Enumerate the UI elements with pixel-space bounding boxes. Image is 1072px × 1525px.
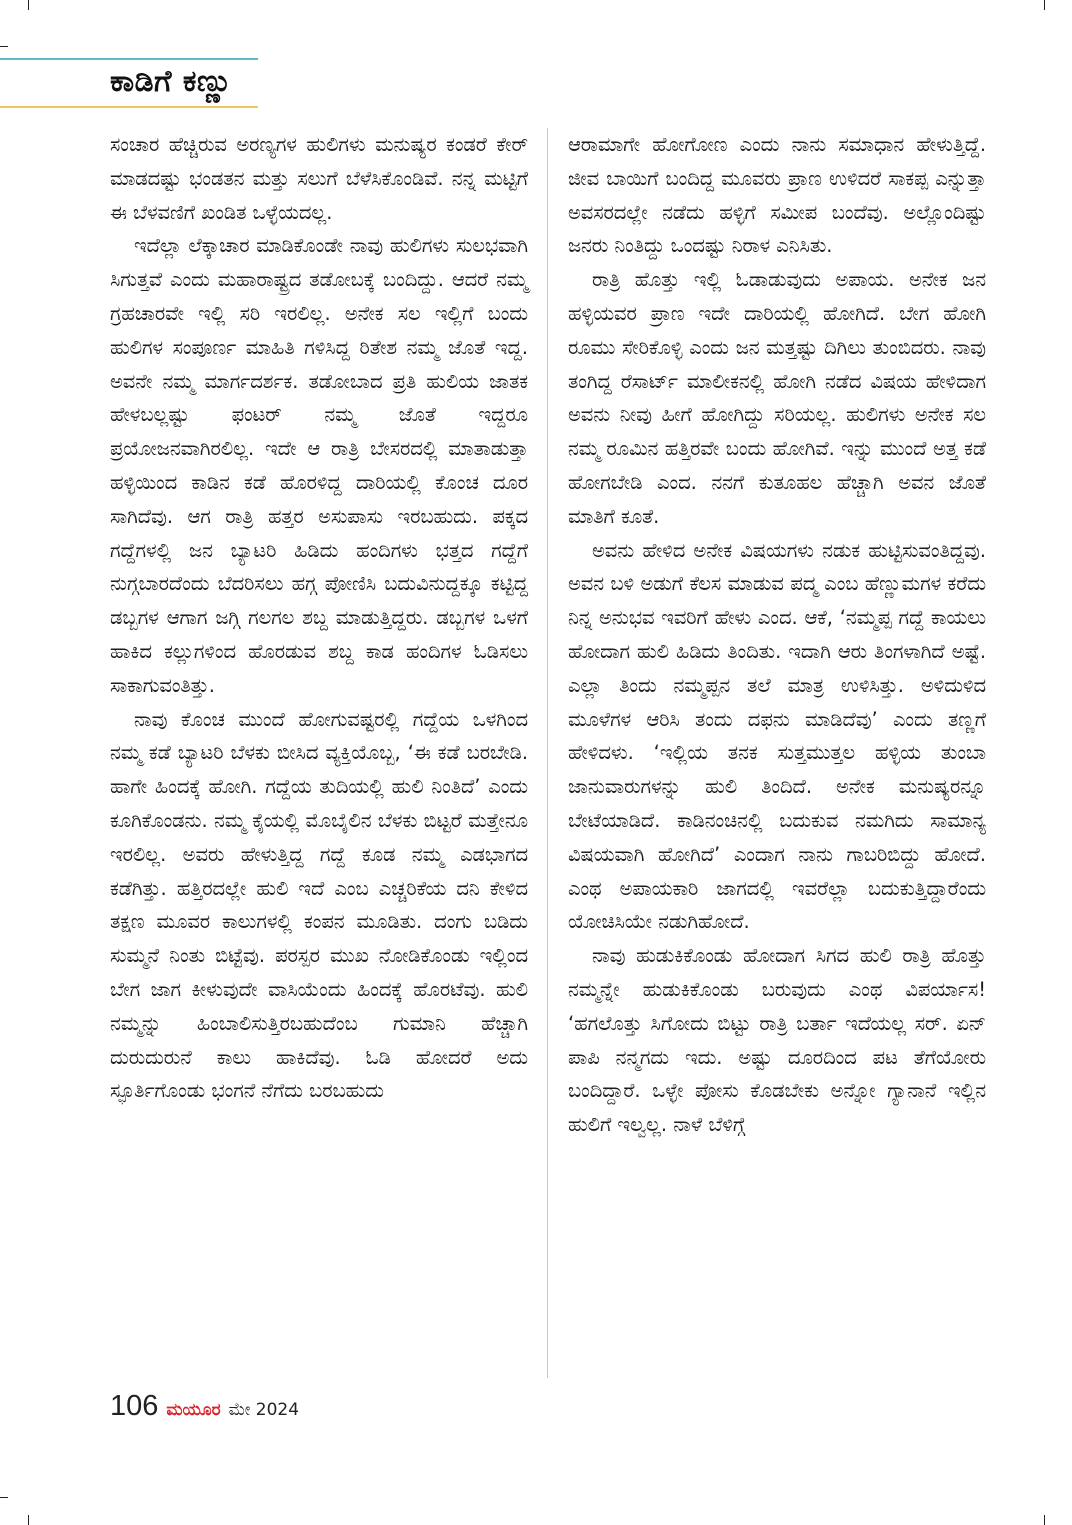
section-title-rule-bottom bbox=[0, 106, 258, 108]
magazine-logo: ಮಯೂರ bbox=[166, 1400, 221, 1420]
crop-mark bbox=[0, 46, 8, 47]
crop-mark bbox=[0, 1497, 8, 1498]
article-column-right bbox=[568, 128, 986, 1142]
article-paragraph: ಸಂಚಾರ ಹೆಚ್ಚಿರುವ ಅರಣ್ಯಗಳ ಹುಲಿಗಳು ಮನುಷ್ಯರ ಕಂಡರೆ ಕೇರ್ ಮಾಡದಷ್ಟು ಭಂಡತನ ಮತ್ತು ಸಲುಗೆ ಬೆಳೆಸಿಕೊಂಡಿವೆ. ನನ್ನ ಮಟ್ಟಿಗೆ ಈ ಬೆಳವಣಿಗೆ ಖಂಡಿತ ಒಳ್ಳೆಯದಲ್ಲ. bbox=[110, 133, 528, 224]
article-paragraph: ನಾವು ಕೊಂಚ ಮುಂದೆ ಹೋಗುವಷ್ಟರಲ್ಲಿ ಗದ್ದೆಯ ಒಳಗಿಂದ ನಮ್ಮ ಕಡೆ ಬ್ಯಾಟರಿ ಬೆಳಕು ಬೀಸಿದ ವ್ಯಕ್ತಿಯೊಬ್ಬ, ‘ಈ ಕಡೆ ಬರಬೇಡಿ. ಹಾಗೇ ಹಿಂದಕ್ಕೆ ಹೋಗಿ. ಗದ್ದೆಯ ತುದಿಯಲ್ಲಿ ಹುಲಿ ನಿಂತಿದೆ’ ಎಂದು ಕೂಗಿಕೊಂಡನು. ನಮ್ಮ ಕೈಯಲ್ಲಿ ಮೊಬೈಲಿನ ಬೆಳಕು ಬಿಟ್ಟರೆ ಮತ್ತೇನೂ ಇರಲಿಲ್ಲ. ಅವರು ಹೇಳುತ್ತಿದ್ದ ಗದ್ದೆ ಕೂಡ ನಮ್ಮ ಎಡಭಾಗದ ಕಡೆಗಿತ್ತು. ಹತ್ತಿರದಲ್ಲೇ ಹುಲಿ ಇದೆ ಎಂಬ ಎಚ್ಚರಿಕೆಯ ದನಿ ಕೇಳಿದ ತಕ್ಷಣ ಮೂವರ ಕಾಲುಗಳಲ್ಲಿ ಕಂಪನ ಮೂಡಿತು. ದಂಗು ಬಡಿದು ಸುಮ್ಮನೆ ನಿಂತು ಬಿಟ್ಟೆವು. ಪರಸ್ಪರ ಮುಖ ನೋಡಿಕೊಂಡು ಇಲ್ಲಿಂದ ಬೇಗ ಜಾಗ ಕೀಳುವುದೇ ವಾಸಿಯೆಂದು ಹಿಂದಕ್ಕೆ ಹೊರಟೆವು. ಹುಲಿ ನಮ್ಮನ್ನು ಹಿಂಬಾಲಿಸುತ್ತಿರಬಹುದೆಂಬ ಗುಮಾನಿ ಹೆಚ್ಚಾಗಿ ದುರುದುರುನೆ ಕಾಲು ಹಾಕಿದೆವು. ಓಡಿ ಹೋದರೆ ಅದು ಸ್ಫೂರ್ತಿಗೊಂಡು ಭಂಗನೆ ನೆಗೆದು ಬರಬಹುದು bbox=[110, 707, 528, 1103]
page-number: 106 bbox=[110, 1390, 159, 1422]
crop-mark bbox=[1044, 1515, 1045, 1525]
article-column-left bbox=[110, 128, 528, 1108]
crop-mark bbox=[1044, 0, 1045, 10]
article-paragraph: ನಾವು ಹುಡುಕಿಕೊಂಡು ಹೋದಾಗ ಸಿಗದ ಹುಲಿ ರಾತ್ರಿ ಹೊತ್ತು ನಮ್ಮನ್ನೇ ಹುಡುಕಿಕೊಂಡು ಬರುವುದು ಎಂಥ ವಿಪರ್ಯಾಸ! ‘ಹಗಲೊತ್ತು ಸಿಗೋದು ಬಿಟ್ಟು ರಾತ್ರಿ ಬರ್ತಾ ಇದೆಯಲ್ಲ ಸರ್. ಏನ್ ಪಾಪಿ ನನ್ಮಗದು ಇದು. ಅಷ್ಟು ದೂರದಿಂದ ಪಟ ತೆಗೆಯೋರು ಬಂದಿದ್ದಾರೆ. ಒಳ್ಳೇ ಪೋಸು ಕೊಡಬೇಕು ಅನ್ನೋ ಗ್ಯಾನಾನೆ ಇಲ್ಲಿನ ಹುಲಿಗೆ ಇಲ್ವಲ್ಲ. ನಾಳೆ ಬೆಳಿಗ್ಗೆ bbox=[568, 944, 986, 1137]
article-paragraph: ಅವನು ಹೇಳಿದ ಅನೇಕ ವಿಷಯಗಳು ನಡುಕ ಹುಟ್ಟಿಸುವಂತಿದ್ದವು. ಅವನ ಬಳಿ ಅಡುಗೆ ಕೆಲಸ ಮಾಡುವ ಪದ್ಮ ಎಂಬ ಹೆಣ್ಣುಮಗಳ ಕರೆದು ನಿನ್ನ ಅನುಭವ ಇವರಿಗೆ ಹೇಳು ಎಂದ. ಆಕೆ, ‘ನಮ್ಮಪ್ಪ ಗದ್ದೆ ಕಾಯಲು ಹೋದಾಗ ಹುಲಿ ಹಿಡಿದು ತಿಂದಿತು. ಇದಾಗಿ ಆರು ತಿಂಗಳಾಗಿದೆ ಅಷ್ಟೆ. ಎಲ್ಲಾ ತಿಂದು ನಮ್ಮಪ್ಪನ ತಲೆ ಮಾತ್ರ ಉಳಿಸಿತ್ತು. ಅಳಿದುಳಿದ ಮೂಳೆಗಳ ಆರಿಸಿ ತಂದು ದಫನು ಮಾಡಿದೆವು’ ಎಂದು ತಣ್ಣಗೆ ಹೇಳಿದಳು. ‘ಇಲ್ಲಿಯ ತನಕ ಸುತ್ತಮುತ್ತಲ ಹಳ್ಳಿಯ ತುಂಬಾ ಜಾನುವಾರುಗಳನ್ನು ಹುಲಿ ತಿಂದಿದೆ. ಅನೇಕ ಮನುಷ್ಯರನ್ನೂ ಬೇಟೆಯಾಡಿದೆ. ಕಾಡಿನಂಚಿನಲ್ಲಿ ಬದುಕುವ ನಮಗಿದು ಸಾಮಾನ್ಯ ವಿಷಯವಾಗಿ ಹೋಗಿದೆ’ ಎಂದಾಗ ನಾನು ಗಾಬರಿಬಿದ್ದು ಹೋದೆ. ಎಂಥ ಅಪಾಯಕಾರಿ ಜಾಗದಲ್ಲಿ ಇವರೆಲ್ಲಾ ಬದುಕುತ್ತಿದ್ದಾರೆಂದು ಯೋಚಿಸಿಯೇ ನಡುಗಿಹೋದೆ. bbox=[568, 538, 986, 934]
column-divider bbox=[547, 128, 548, 1378]
article-paragraph: ಆರಾಮಾಗೇ ಹೋಗೋಣ ಎಂದು ನಾನು ಸಮಾಧಾನ ಹೇಳುತ್ತಿದ್ದೆ. ಜೀವ ಬಾಯಿಗೆ ಬಂದಿದ್ದ ಮೂವರು ಪ್ರಾಣ ಉಳಿದರೆ ಸಾಕಪ್ಪ ಎನ್ನುತ್ತಾ ಅವಸರದಲ್ಲೇ ನಡೆದು ಹಳ್ಳಿಗೆ ಸಮೀಪ ಬಂದೆವು. ಅಲ್ಲೊಂದಿಷ್ಟು ಜನರು ನಿಂತಿದ್ದು ಒಂದಷ್ಟು ನಿರಾಳ ಎನಿಸಿತು. bbox=[568, 133, 986, 258]
page-footer bbox=[110, 1390, 299, 1430]
article-paragraph: ಇದೆಲ್ಲಾ ಲೆಕ್ಕಾಚಾರ ಮಾಡಿಕೊಂಡೇ ನಾವು ಹುಲಿಗಳು ಸುಲಭವಾಗಿ ಸಿಗುತ್ತವೆ ಎಂದು ಮಹಾರಾಷ್ಟ್ರದ ತಡೋಬಕ್ಕೆ ಬಂದಿದ್ದು. ಆದರೆ ನಮ್ಮ ಗ್ರಹಚಾರವೇ ಇಲ್ಲಿ ಸರಿ ಇರಲಿಲ್ಲ. ಅನೇಕ ಸಲ ಇಲ್ಲಿಗೆ ಬಂದು ಹುಲಿಗಳ ಸಂಪೂರ್ಣ ಮಾಹಿತಿ ಗಳಿಸಿದ್ದ ರಿತೇಶ ನಮ್ಮ ಜೊತೆ ಇದ್ದ. ಅವನೇ ನಮ್ಮ ಮಾರ್ಗದರ್ಶಕ. ತಡೋಬಾದ ಪ್ರತಿ ಹುಲಿಯ ಜಾತಕ ಹೇಳಬಲ್ಲಷ್ಟು ಫಂಟರ್ ನಮ್ಮ ಜೊತೆ ಇದ್ದರೂ ಪ್ರಯೋಜನವಾಗಿರಲಿಲ್ಲ. ಇದೇ ಆ ರಾತ್ರಿ ಬೇಸರದಲ್ಲಿ ಮಾತಾಡುತ್ತಾ ಹಳ್ಳಿಯಿಂದ ಕಾಡಿನ ಕಡೆ ಹೊರಳಿದ್ದ ದಾರಿಯಲ್ಲಿ ಕೊಂಚ ದೂರ ಸಾಗಿದೆವು. ಆಗ ರಾತ್ರಿ ಹತ್ತರ ಅಸುಪಾಸು ಇರಬಹುದು. ಪಕ್ಕದ ಗದ್ದೆಗಳಲ್ಲಿ ಜನ ಬ್ಯಾಟರಿ ಹಿಡಿದು ಹಂದಿಗಳು ಭತ್ತದ ಗದ್ದೆಗೆ ನುಗ್ಗಬಾರದೆಂದು ಬೆದರಿಸಲು ಹಗ್ಗ ಪೋಣಿಸಿ ಬದುವಿನುದ್ದಕ್ಕೂ ಕಟ್ಟಿದ್ದ ಡಬ್ಬಗಳ ಆಗಾಗ ಜಗ್ಗಿ ಗಲಗಲ ಶಬ್ದ ಮಾಡುತ್ತಿದ್ದರು. ಡಬ್ಬಗಳ ಒಳಗೆ ಹಾಕಿದ ಕಲ್ಲುಗಳಿಂದ ಹೊರಡುವ ಶಬ್ದ ಕಾಡ ಹಂದಿಗಳ ಓಡಿಸಲು ಸಾಕಾಗುವಂತಿತ್ತು. bbox=[110, 234, 528, 697]
crop-mark bbox=[28, 0, 29, 10]
issue-date: ಮೇ 2024 bbox=[228, 1400, 300, 1420]
crop-mark bbox=[28, 1515, 29, 1525]
section-title-rule-top bbox=[0, 58, 258, 60]
article-paragraph: ರಾತ್ರಿ ಹೊತ್ತು ಇಲ್ಲಿ ಓಡಾಡುವುದು ಅಪಾಯ. ಅನೇಕ ಜನ ಹಳ್ಳಿಯವರ ಪ್ರಾಣ ಇದೇ ದಾರಿಯಲ್ಲಿ ಹೋಗಿದೆ. ಬೇಗ ಹೋಗಿ ರೂಮು ಸೇರಿಕೊಳ್ಳಿ ಎಂದು ಜನ ಮತ್ತಷ್ಟು ದಿಗಿಲು ತುಂಬಿದರು. ನಾವು ತಂಗಿದ್ದ ರೆಸಾರ್ಟ್ ಮಾಲೀಕನಲ್ಲಿ ಹೋಗಿ ನಡೆದ ವಿಷಯ ಹೇಳಿದಾಗ ಅವನು ನೀವು ಹೀಗೆ ಹೋಗಿದ್ದು ಸರಿಯಲ್ಲ. ಹುಲಿಗಳು ಅನೇಕ ಸಲ ನಮ್ಮ ರೂಮಿನ ಹತ್ತಿರವೇ ಬಂದು ಹೋಗಿವೆ. ಇನ್ನು ಮುಂದೆ ಅತ್ತ ಕಡೆ ಹೋಗಬೇಡಿ ಎಂದ. ನನಗೆ ಕುತೂಹಲ ಹೆಚ್ಚಾಗಿ ಅವನ ಜೊತೆ ಮಾತಿಗೆ ಕೂತೆ. bbox=[568, 268, 986, 528]
section-title: ಕಾಡಿಗೆ ಕಣ್ಣು bbox=[110, 64, 233, 99]
